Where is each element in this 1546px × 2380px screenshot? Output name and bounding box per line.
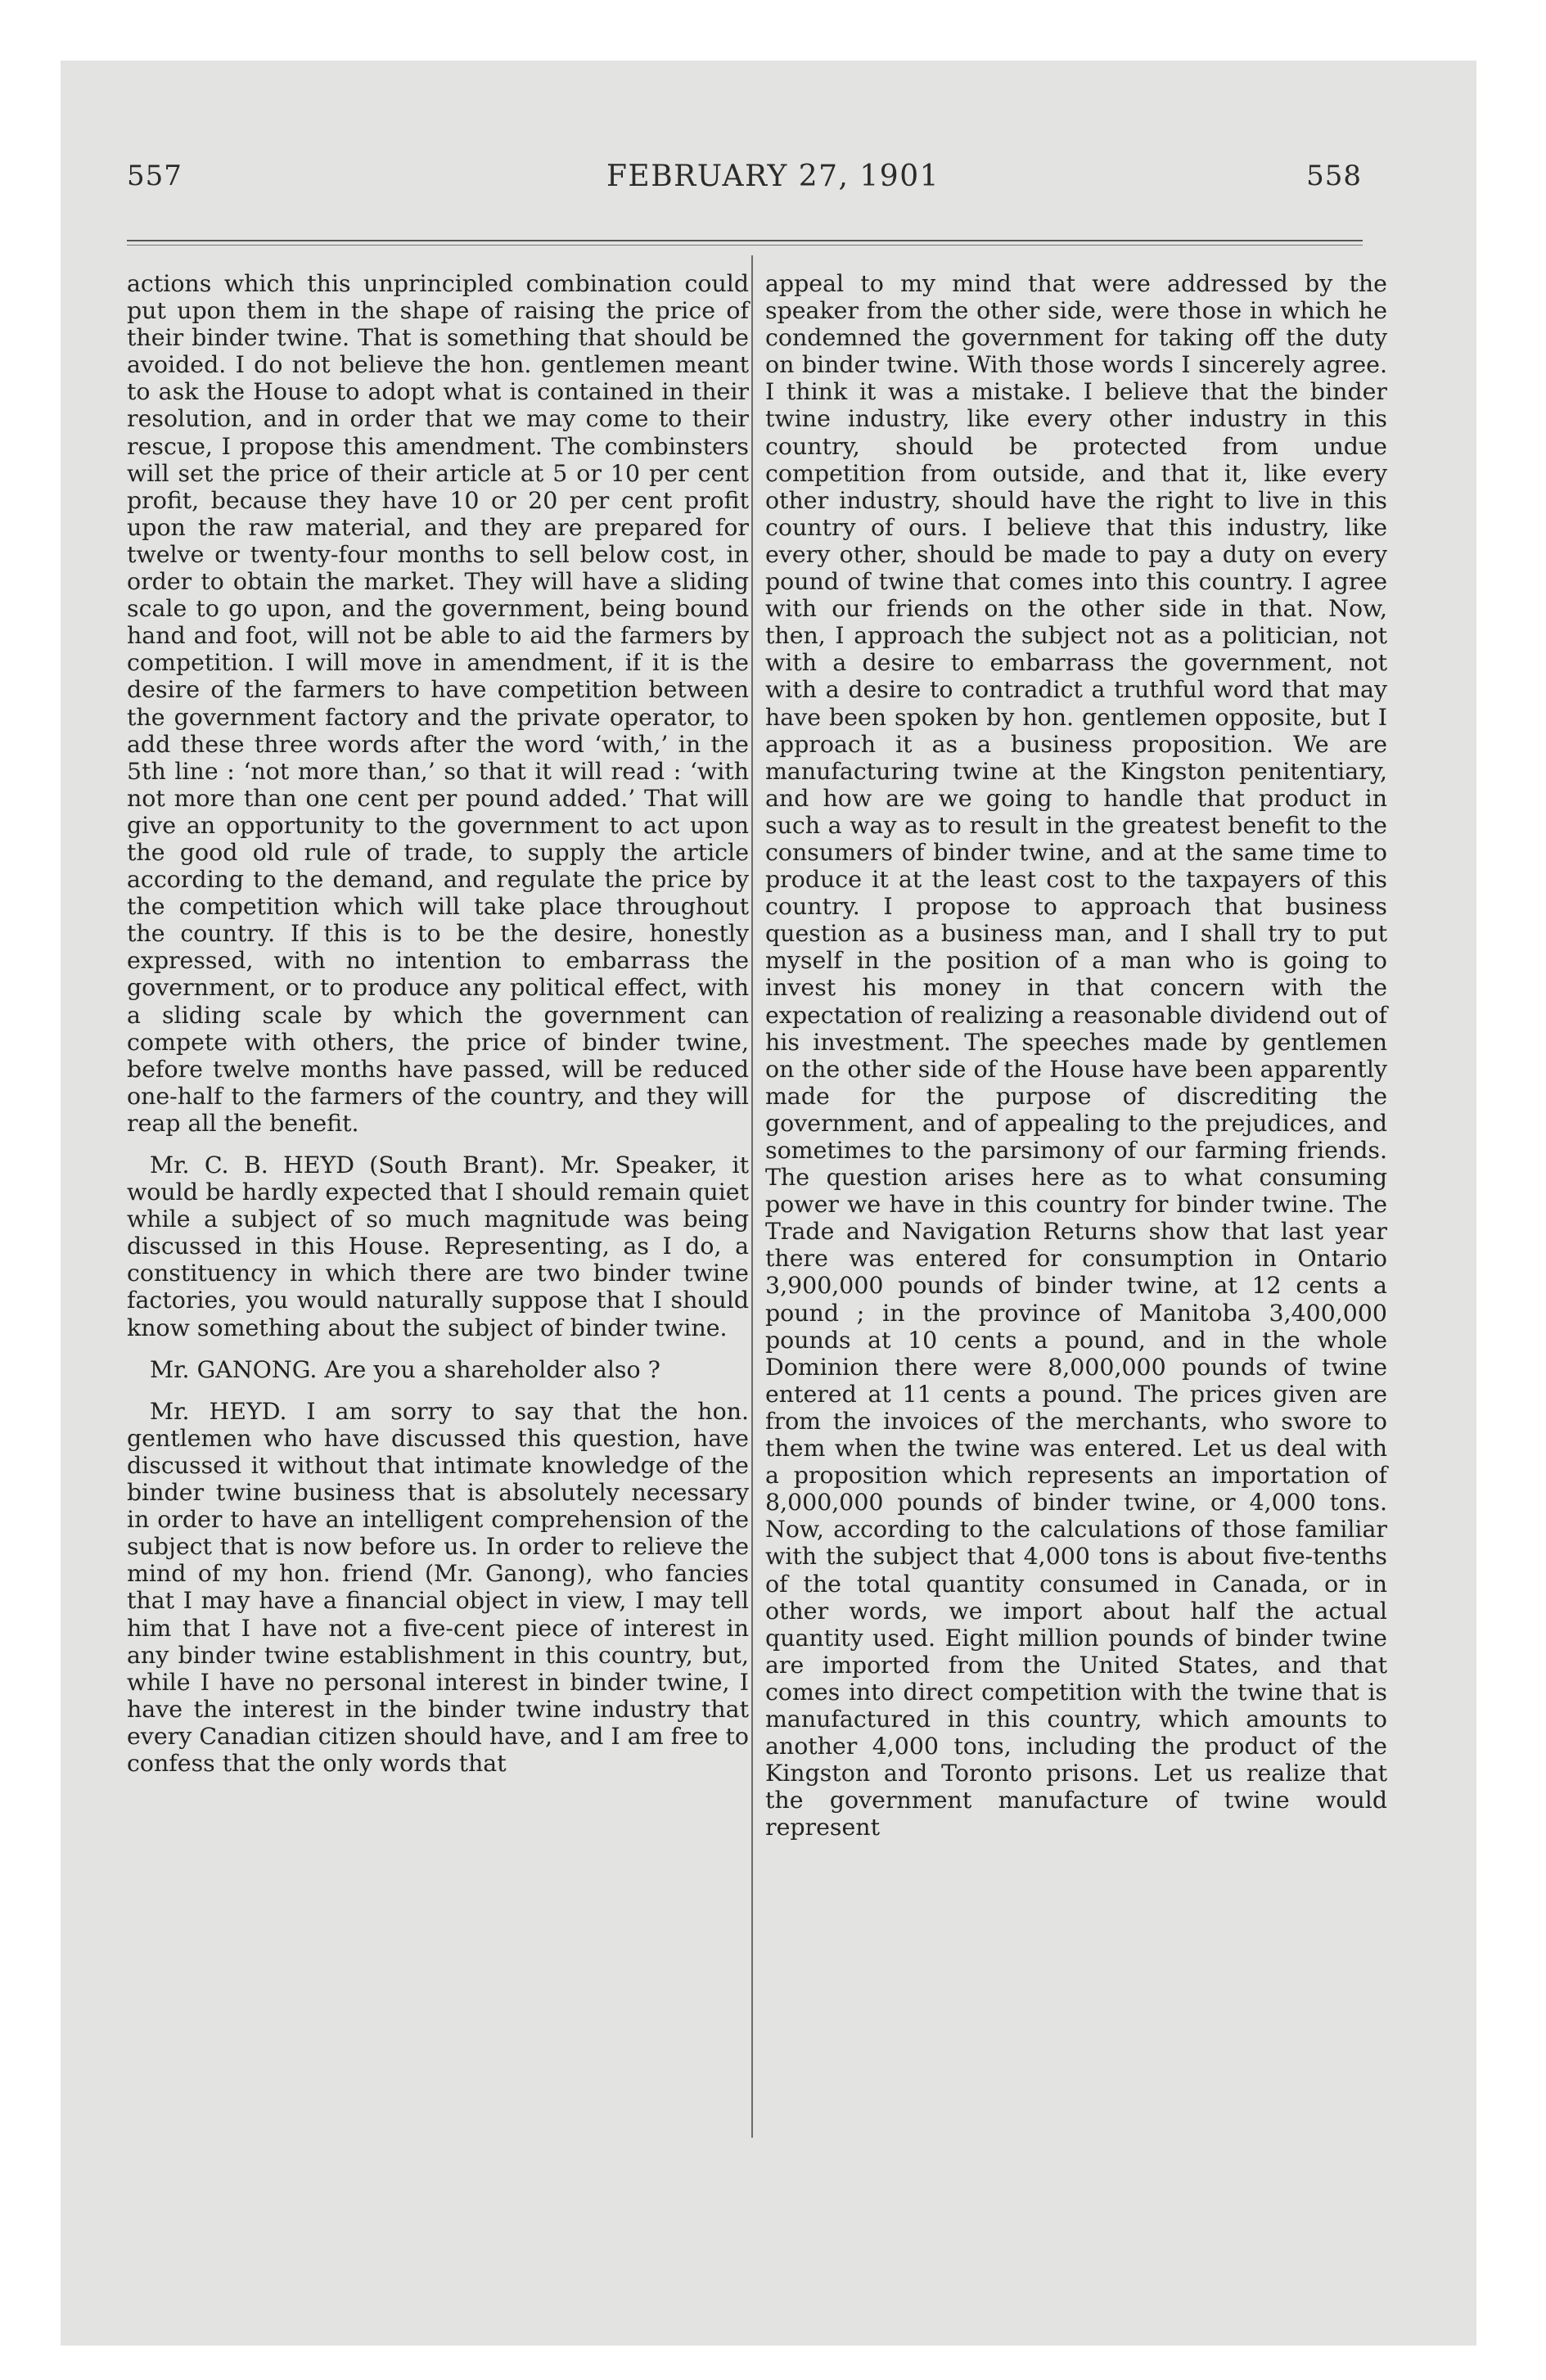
left-column <box>127 270 749 1777</box>
page-number-right: 558 <box>1306 160 1362 192</box>
header-rule-thin <box>127 245 1363 246</box>
paragraph: Mr. HEYD. I am sorry to say that the hon. gentlemen who have discussed this question, have discussed it without that intimate knowledge of the binder twine business that is absolutely necessary in order to have an intelligent comprehension of the subject that is now before us. In order to relieve the mind of my hon. friend (Mr. Ganong), who fancies that I may have a financial object in view, I may tell him that I have not a five-cent piece of interest in any binder twine establishment in this country, but, while I have no personal interest in binder twine, I have the interest in the binder twine industry that every Canadian citizen should have, and I am free to confess that the only words that <box>127 1397 749 1777</box>
header-rule <box>127 240 1363 241</box>
paragraph: actions which this unprincipled combination could put upon them in the shape of raising the price of their binder twine. That is something that should be avoided. I do not believe the hon. gentlemen meant to ask the House to adopt what is contained in their resolution, and in order that we may come to their rescue, I propose this amendment. The combinsters will set the price of their article at 5 or 10 per cent profit, because they have 10 or 20 per cent profit upon the raw material, and they are prepared for twelve or twenty-four months to sell below cost, in order to obtain the market. They will have a sliding scale to go upon, and the government, being bound hand and foot, will not be able to aid the farmers by competition. I will move in amendment, if it is the desire of the farmers to have competition between the government factory and the private operator, to add these three words after the word ‘with,’ in the 5th line : ‘not more than,’ so that it will read : ‘with not more than one cent per pound added.’ That will give an opportunity to the government to act upon the good old rule of trade, to supply the article according to the demand, and regulate the price by the competition which will take place throughout the country. If this is to be the desire, honestly expressed, with no intention to embarrass the government, or to produce any political effect, with a sliding scale by which the government can compete with others, the price of binder twine, before twelve months have passed, will be reduced one-half to the farmers of the country, and they will reap all the benefit. <box>127 270 749 1137</box>
page-number-left: 557 <box>127 160 183 192</box>
paragraph: Mr. GANONG. Are you a shareholder also ? <box>150 1355 660 1383</box>
right-column <box>765 270 1387 1841</box>
running-title: FEBRUARY 27, 1901 <box>606 160 940 193</box>
paragraph: Mr. C. B. HEYD (South Brant). Mr. Speaker, it would be hardly expected that I should remain quiet while a subject of so much magnitude was being discussed in this House. Representing, as I do, a constituency in which there are two binder twine factories, you would naturally suppose that I should know something about the subject of binder twine. <box>127 1152 749 1341</box>
column-divider <box>751 255 753 2138</box>
paragraph: appeal to my mind that were addressed by the speaker from the other side, were those in which he condemned the government for taking off the duty on binder twine. With those words I sincerely agree. I think it was a mistake. I believe that the binder twine industry, like every other industry in this country, should be protected from undue competition from outside, and that it, like every other industry, should have the right to live in this country of ours. I believe that this industry, like every other, should be made to pay a duty on every pound of twine that comes into this country. I agree with our friends on the other side in that. Now, then, I approach the subject not as a politician, not with a desire to embarrass the government, not with a desire to contradict a truthful word that may have been spoken by hon. gentlemen opposite, but I approach it as a business proposition. We are manufacturing twine at the Kingston penitentiary, and how are we going to handle that product in such a way as to result in the greatest benefit to the consumers of binder twine, and at the same time to produce it at the least cost to the taxpayers of this country. I propose to approach that business question as a business man, and I shall try to put myself in the position of a man who is going to invest his money in that concern with the expectation of realizing a reasonable dividend out of his investment. The speeches made by gentlemen on the other side of the House have been apparently made for the purpose of discrediting the government, and of appealing to the prejudices, and sometimes to the parsimony of our farming friends. The question arises here as to what consuming power we have in this country for binder twine. The Trade and Navigation Returns show that last year there was entered for consumption in Ontario 3,900,000 pounds of binder twine, at 12 cents a pound ; in the province of Manitoba 3,400,000 pounds at 10 cents a pound, and in the whole Dominion there were 8,000,000 pounds of twine entered at 11 cents a pound. The prices given are from the invoices of the merchants, who swore to them when the twine was entered. Let us deal with a proposition which represents an importation of 8,000,000 pounds of binder twine, or 4,000 tons. Now, according to the calculations of those familiar with the subject that 4,000 tons is about five-tenths of the total quantity consumed in Canada, or in other words, we import about half the actual quantity used. Eight million pounds of binder twine are imported from the United States, and that comes into direct competition with the twine that is manufactured in this country, which amounts to another 4,000 tons, including the product of the Kingston and Toronto prisons. Let us realize that the government manufacture of twine would represent <box>765 270 1387 1841</box>
